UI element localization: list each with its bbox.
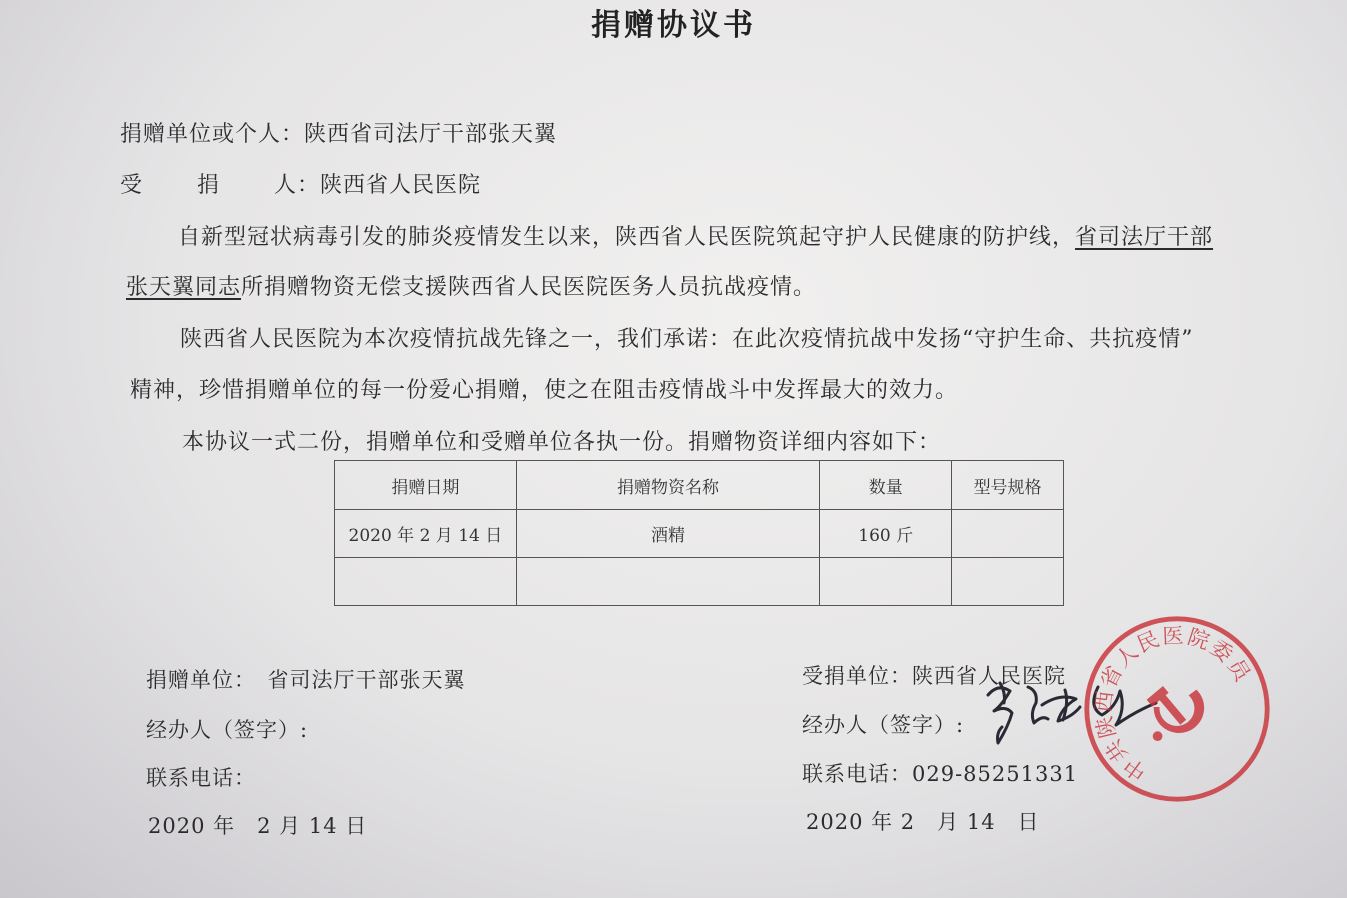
seal-text: 中共陕西省人民医院委员会 <box>1091 623 1256 785</box>
cell-spec <box>952 510 1064 558</box>
header-item-name: 捐赠物资名称 <box>516 461 820 510</box>
header-date: 捐赠日期 <box>335 461 517 510</box>
recipient-phone-line: 联系电话：029-85251331 <box>802 762 1079 786</box>
recipient-date-line: 2020 年 2 月 14 日 <box>806 810 1040 834</box>
cell-item-name <box>516 558 820 606</box>
cell-quantity <box>820 558 952 606</box>
donor-handler-line: 经办人（签字）: <box>146 718 309 742</box>
donor-unit-line: 捐赠单位： 省司法厅干部张天翼 <box>146 668 466 692</box>
table-row <box>335 558 1064 606</box>
cell-quantity: 160 斤 <box>820 510 952 558</box>
official-seal <box>1080 612 1274 806</box>
recipient-label: 受 捐 人： <box>120 173 320 198</box>
donor-line: 捐赠单位或个人：陕西省司法厅干部张天翼 <box>120 122 558 147</box>
paragraph-2-line-2: 精神，珍惜捐赠单位的每一份爱心捐赠，使之在阻击疫情战斗中发挥最大的效力。 <box>130 378 959 403</box>
paragraph-1-text-a: 自新型冠状病毒引发的肺炎疫情发生以来，陕西省人民医院筑起守护人民健康的防护线， <box>178 225 1076 250</box>
header-quantity: 数量 <box>820 461 952 510</box>
table-header-row <box>335 461 1064 510</box>
paragraph-3-line: 本协议一式二份，捐赠单位和受赠单位各执一份。捐赠物资详细内容如下： <box>182 430 942 455</box>
donor-underlined-a: 省司法厅干部 <box>1075 225 1214 250</box>
paragraph-2-line-1: 陕西省人民医院为本次疫情抗战先锋之一，我们承诺：在此次疫情抗战中发扬“守护生命、共抗疫情” <box>180 327 1194 352</box>
cell-spec <box>952 558 1064 606</box>
paragraph-1-line-2 <box>126 270 816 301</box>
materials-table <box>334 460 1064 606</box>
donor-date-line: 2020 年 2 月 14 日 <box>148 814 368 838</box>
recipient-handler-line: 经办人（签字）: <box>802 713 965 737</box>
header-spec: 型号规格 <box>952 461 1064 510</box>
table-row <box>335 510 1064 558</box>
paragraph-1-line-1 <box>178 220 1213 251</box>
recipient-value: 陕西省人民医院 <box>320 173 482 198</box>
cell-date: 2020 年 2 月 14 日 <box>335 510 517 558</box>
recipient-unit-line: 受捐单位：陕西省人民医院 <box>802 664 1066 688</box>
recipient-line <box>120 168 481 199</box>
cell-item-name: 酒精 <box>516 510 820 558</box>
cell-date <box>335 558 517 606</box>
donor-phone-line: 联系电话： <box>146 766 256 790</box>
donor-underlined-b: 张天翼同志 <box>126 275 242 300</box>
document-title: 捐赠协议书 <box>591 8 756 43</box>
paragraph-1-text-b: 所捐赠物资无偿支援陕西省人民医院医务人员抗战疫情。 <box>241 275 817 300</box>
